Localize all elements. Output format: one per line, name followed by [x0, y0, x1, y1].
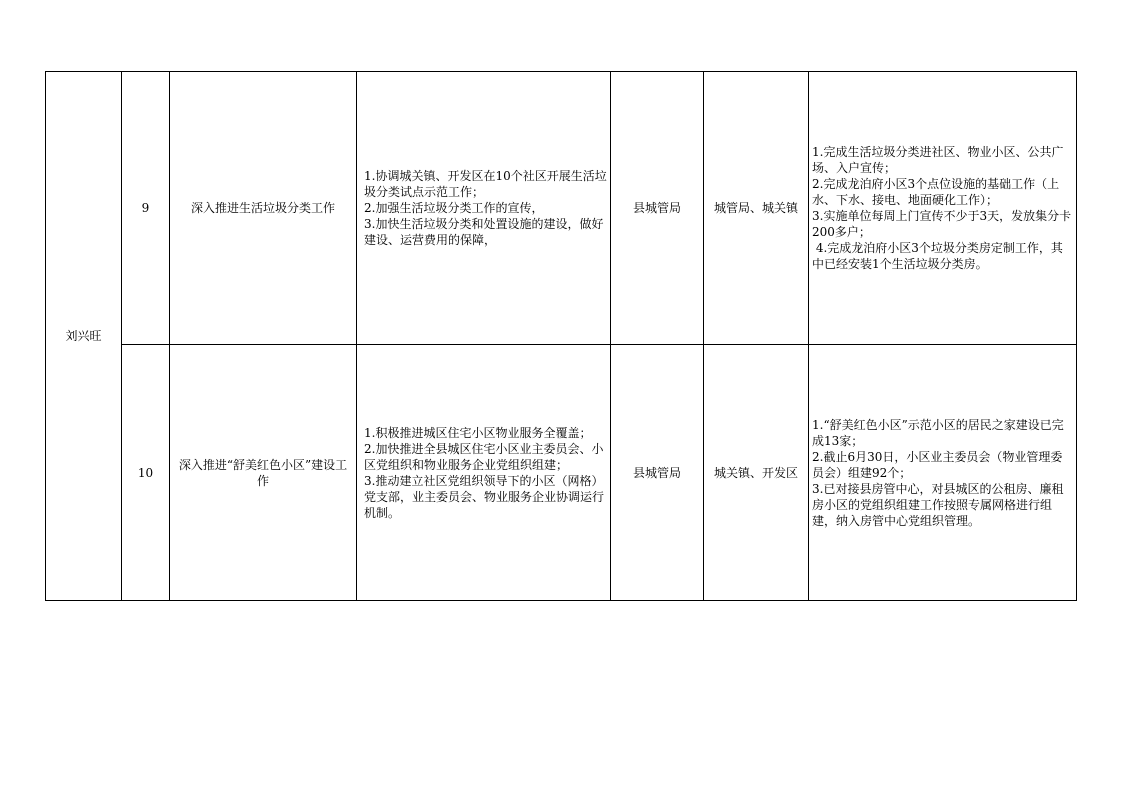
progress-item: 3.已对接县房管中心，对县城区的公租房、廉租房小区的党组织组建工作按照专属网格进行组建，纳入房管中心党组织管理。 — [812, 481, 1064, 528]
leader-cell: 刘兴旺 — [46, 72, 122, 601]
measure-item: 3.加快生活垃圾分类和处置设施的建设，做好建设、运营费用的保障， — [364, 217, 604, 247]
measure-item: 1.积极推进城区住宅小区物业服务全覆盖； — [364, 425, 592, 440]
table-row — [46, 72, 1077, 345]
measures-cell — [357, 345, 611, 601]
table-row — [46, 345, 1077, 601]
progress-item: 2.截止6月30日，小区业主委员会（物业管理委员会）组建92个； — [812, 449, 1063, 480]
progress-item: 3.实施单位每周上门宣传不少于3天，发放集分卡200多户； — [812, 209, 1072, 239]
measure-item: 1.协调城关镇、开发区在10个社区开展生活垃圾分类试点示范工作； — [364, 169, 607, 199]
cooperating-units: 城关镇、开发区 — [704, 345, 809, 601]
row-index: 9 — [122, 72, 170, 345]
row-index: 10 — [122, 345, 170, 601]
progress-item: 1.“舒美红色小区”示范小区的居民之家建设已完成13家； — [812, 417, 1064, 448]
progress-item: 4.完成龙泊府小区3个垃圾分类房定制工作，其中已经安装1个生活垃圾分类房。 — [812, 241, 1063, 271]
lead-unit: 县城管局 — [611, 345, 704, 601]
task-name: 深入推进生活垃圾分类工作 — [170, 72, 357, 345]
lead-unit: 县城管局 — [611, 72, 704, 345]
measure-item: 3.推动建立社区党组织领导下的小区（网格）党支部，业主委员会、物业服务企业协调运行机制。 — [364, 473, 605, 520]
progress-cell — [809, 72, 1077, 345]
progress-item: 2.完成龙泊府小区3个点位设施的基础工作（上水、下水、接电、地面硬化工作）； — [812, 177, 1060, 207]
measure-item: 2.加快推进全县城区住宅小区业主委员会、小区党组织和物业服务企业党组织组建； — [364, 441, 604, 472]
task-name: 深入推进“舒美红色小区”建设工作 — [170, 345, 357, 601]
measure-item: 2.加强生活垃圾分类工作的宣传， — [364, 201, 544, 215]
measures-cell — [357, 72, 611, 345]
progress-cell — [809, 345, 1077, 601]
cooperating-units: 城管局、城关镇 — [704, 72, 809, 345]
progress-item: 1.完成生活垃圾分类进社区、物业小区、公共广场、入户宣传； — [812, 145, 1064, 175]
task-table — [45, 71, 1077, 601]
